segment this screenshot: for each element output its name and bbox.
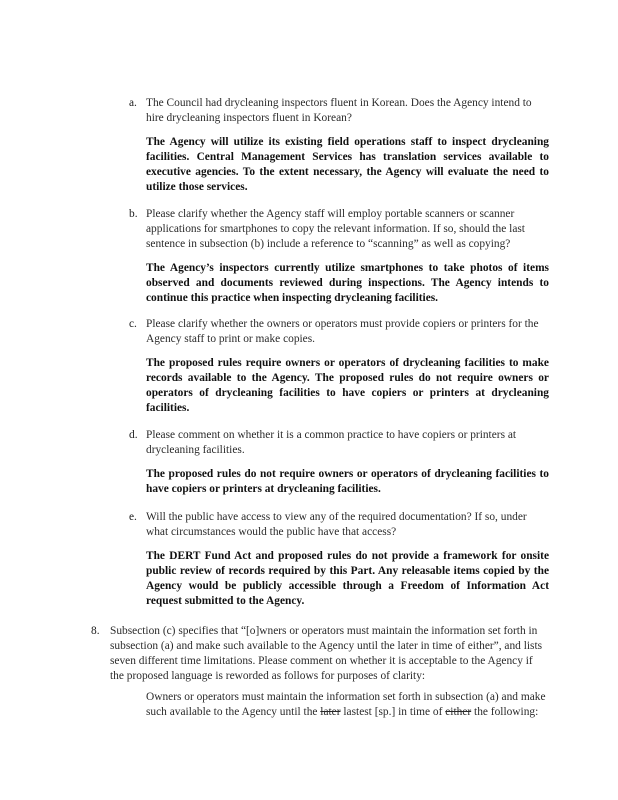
item-number: 8. [91, 625, 100, 637]
item-letter: d. [129, 429, 138, 441]
quote-part-3: the following: [471, 706, 539, 718]
answer-text-e: The DERT Fund Act and proposed rules do not provide a framework for onsite public review of records required by this Part. Any releasable items copied by the Agency would be publicly accessible through a Freedom of Information Act request submitted to the Agency. [146, 550, 549, 607]
item-letter: c. [129, 318, 137, 330]
question-text: The Council had drycleaning inspectors fluent in Korean. Does the Agency intend to hire drycleaning inspectors fluent in Korean? [146, 97, 532, 124]
answer-text-a: The Agency will utilize its existing field operations staff to inspect drycleaning facilities. Central Management Services has translation services available to executive agencies. To the extent necessary, the Agency will evaluate the need to utilize those services. [146, 136, 549, 193]
item-letter: b. [129, 208, 138, 220]
quote-part-2: lastest [sp.] in time of [340, 706, 446, 718]
proposed-rewording [146, 690, 546, 720]
question-text: Will the public have access to view any of the required documentation? If so, under what circumstances would the public have that access? [146, 511, 527, 538]
question-text: Please clarify whether the Agency staff will employ portable scanners or scanner applications for smartphones to copy the relevant information. If so, should the last sentence in subsection (b) include a reference to “scanning” as well as copying? [146, 208, 525, 250]
answer-text-c: The proposed rules require owners or operators of drycleaning facilities to make records available to the Agency. The proposed rules do not require owners or operators of drycleaning facilities to have copiers or printers at drycleaning facilities. [146, 357, 549, 414]
numbered-item-text: Subsection (c) specifies that “[o]wners or operators must maintain the information set forth in subsection (a) and make such available to the Agency until the later in time of either”, and lists seven different time limitations. Please comment on whether it is acceptable to the Agency if the proposed language is reworded as follows for purposes of clarity: [110, 625, 543, 682]
answer-text-b: The Agency’s inspectors currently utilize smartphones to take photos of items observed and documents reviewed during inspections. The Agency intends to continue this practice when inspecting drycleaning facilities. [146, 262, 549, 304]
item-letter: a. [129, 97, 137, 109]
question-text: Please comment on whether it is a common practice to have copiers or printers at drycleaning facilities. [146, 429, 517, 456]
quote-part-1: Owners or operators must maintain the information set forth in subsection (a) and make such available to the Agency until the [146, 691, 546, 718]
question-text: Please clarify whether the owners or operators must provide copiers or printers for the Agency staff to print or make copies. [146, 318, 539, 345]
item-letter: e. [129, 511, 137, 523]
quote-struck-later: later [320, 706, 341, 718]
answer-text-d: The proposed rules do not require owners or operators of drycleaning facilities to have copiers or printers at drycleaning facilities. [146, 468, 549, 495]
quote-struck-either: either [445, 706, 472, 718]
